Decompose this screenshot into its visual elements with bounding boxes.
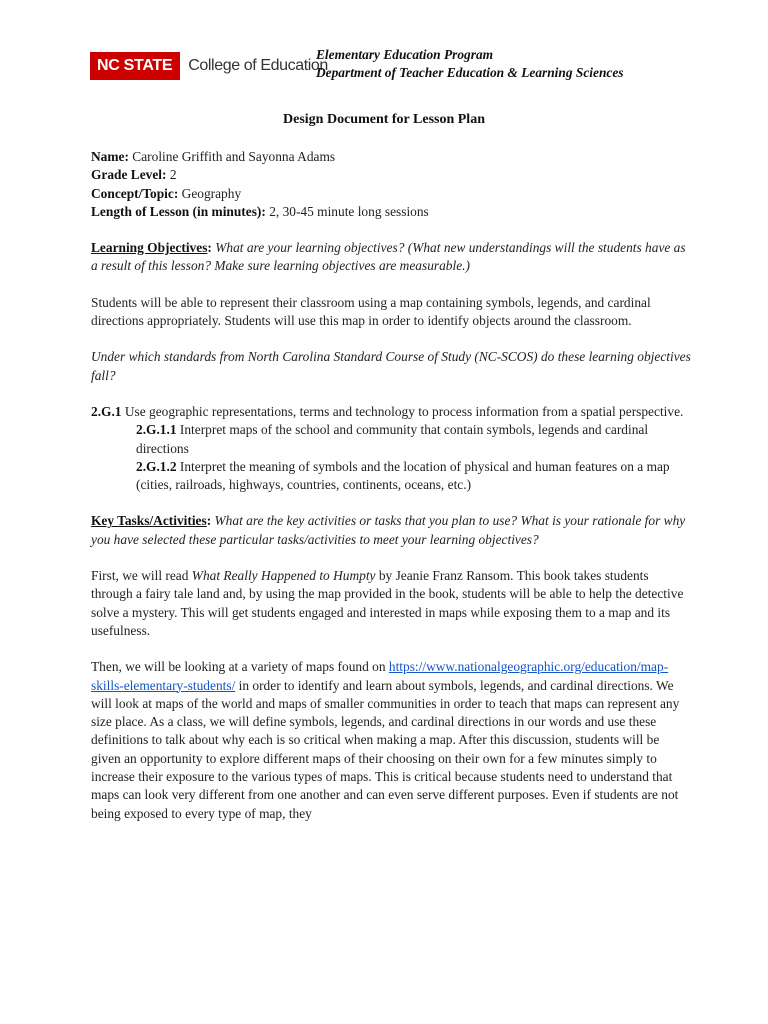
key-tasks-question: What are the key activities or tasks that you plan to use? What is your rationale for why you have selected these particular tasks/activities to meet your learning objectives? [91,513,686,547]
name-label: Name: [91,149,129,164]
name-value: Caroline Griffith and Sayonna Adams [128,149,336,164]
program-line-2: Department of Teacher Education & Learning Sciences [316,65,624,80]
length-line [91,203,691,221]
natgeo-link[interactable]: https://www.nationalgeographic.org/education/map-skills-elementary-students/ [91,659,669,693]
document-body [91,148,691,823]
grade-line [91,166,691,184]
key-tasks-prompt [91,512,691,549]
concept-label: Concept/Topic: [91,185,179,201]
standard-2g11-text: Interpret maps of the school and community that contain symbols, legends and cardinal directions [136,422,649,456]
paragraph-humpty [91,567,691,640]
length-label: Length of Lesson (in minutes): [91,203,266,219]
paragraph-maps-a: Then, we will be looking at a variety of maps found on [91,659,389,675]
concept-value: Geography [178,185,242,201]
learning-objectives-colon: : [207,240,212,256]
paragraph-humpty-a: First, we will read [91,568,192,584]
length-value: 2, 30-45 minute long sessions [265,203,429,219]
standard-2g1-text: Use geographic representations, terms and technology to process information from a spatial perspective. [121,403,684,419]
nc-state-logo [90,52,328,80]
document-title: Design Document for Lesson Plan [283,112,485,127]
grade-label: Grade Level: [91,167,167,183]
standard-2g12 [91,458,691,495]
concept-line [91,185,691,203]
learning-objectives-question: What are your learning objectives? (What new understandings will the students have as a result of this lesson? Make sure learning objectives are measurable.) [91,240,686,274]
standard-2g1 [91,403,691,421]
standard-2g11 [91,421,691,458]
key-tasks-colon: : [206,513,212,529]
name-line [91,148,691,166]
grade-value: 2 [166,167,177,183]
book-title: What Really Happened to Humpty [191,568,376,584]
standard-2g1-code: 2.G.1 [91,403,122,419]
program-line-1: Elementary Education Program [316,47,494,62]
standards-prompt: Under which standards from North Carolina Standard Course of Study (NC-SCOS) do these learning objectives fall? [91,349,691,383]
learning-objectives-prompt [91,239,691,276]
learning-objectives-text: Students will be able to represent their classroom using a map containing symbols, legends, and cardinal directions appropriately. Students will use this map in order to identify objects around the classroom. [91,294,651,329]
standard-2g12-code: 2.G.1.2 [136,458,177,474]
standard-2g12-text: Interpret the meaning of symbols and the location of physical and human features on a map (cities, railroads, highways, countries, continents, oceans, etc.) [136,458,670,493]
paragraph-maps [91,658,691,823]
header [90,46,690,86]
standard-2g11-code: 2.G.1.1 [136,422,177,438]
key-tasks-label: Key Tasks/Activities [91,513,207,529]
logo-college-text: College of Education [188,57,328,74]
paragraph-maps-b: in order to identify and learn about symbols, legends, and cardinal directions. We will look at maps of the world and maps of smaller communities in order to teach that maps can represent any size place. As a class, we will define symbols, legends, and cardinal directions in our words and use these definitions to talk about why each is so critical when making a map. After this discussion, students will be given an opportunity to explore different maps of their choosing on their own for a few minutes simply to increase their exposure to the various types of maps. This is critical because students need to understand that maps can look very different from one another and can even serve different purposes. Even if students are not being exposed to every type of map, they [91,677,680,821]
program-heading [316,46,624,82]
learning-objectives-label: Learning Objectives [91,240,208,256]
logo-red-block: NC STATE [90,52,180,80]
paragraph-humpty-b: by Jeanie Franz Ransom. This book takes students through a fairy tale land and, by using the map provided in the book, students will be able to help the detective solve a mystery. This will get students engaged and interested in maps while exposing them to a map and its usefulness. [91,568,684,638]
